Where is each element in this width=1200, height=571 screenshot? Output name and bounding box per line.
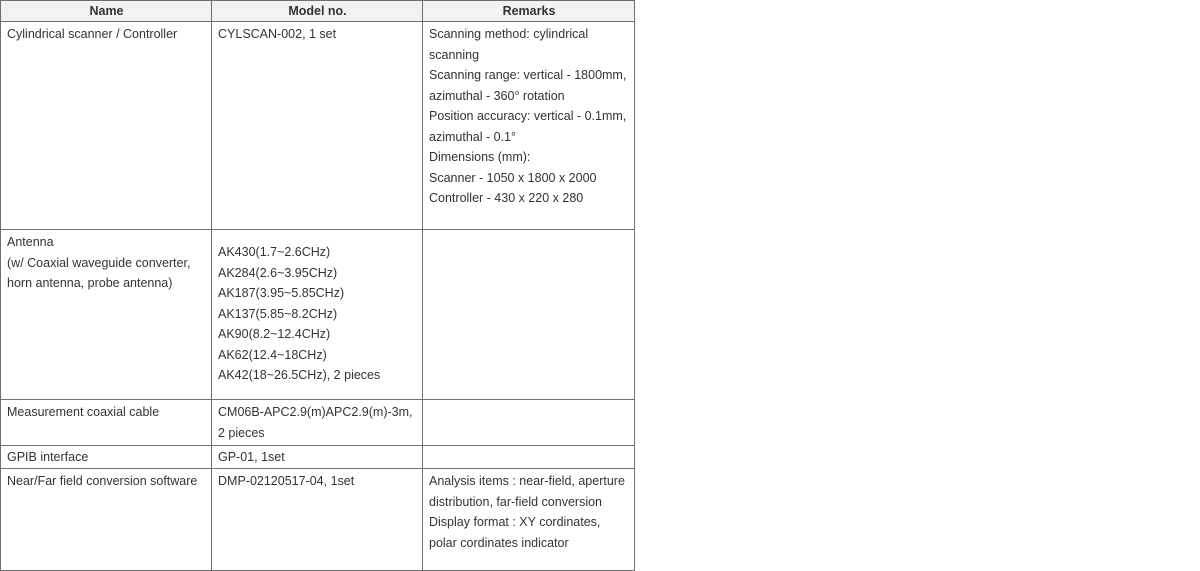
cell-text: (w/ Coaxial waveguide converter, horn antenna, probe antenna) [7,255,191,290]
cell-remarks [423,22,635,230]
cell-text: AK187(3.95~5.85CHz) [218,286,345,300]
table-row [1,469,635,571]
cell-text: AK284(2.6~3.95CHz) [218,265,338,280]
header-name: Name [1,1,212,22]
cell-text: Display format : XY cordinates, polar cordinates indicator [429,515,601,550]
cell-text: AK62(12.4~18CHz) [218,347,327,362]
cell-name [1,230,212,400]
cell-model [212,22,423,230]
table-header-row [1,1,635,22]
cell-remarks [423,400,635,446]
cell-text: CM06B-APC2.9(m)APC2.9(m)-3m, 2 pieces [218,405,413,440]
cell-name [1,22,212,230]
cell-model [212,446,423,469]
cell-text: Position accuracy: vertical - 0.1mm, azimuthal - 0.1° [429,109,627,144]
cell-text: Near/Far field conversion software [7,474,198,488]
cell-remarks [423,469,635,571]
cell-text: AK90(8.2~12.4CHz) [218,327,331,341]
header-model-no: Model no. [212,1,423,22]
cell-name [1,400,212,446]
table-row [1,400,635,446]
cell-text: Controller - 430 x 220 x 280 [429,191,584,205]
cell-text: Measurement coaxial cable [7,405,160,419]
cell-text: Scanner - 1050 x 1800 x 2000 [429,170,597,185]
cell-text: GP-01, 1set [218,450,285,464]
table-row [1,446,635,469]
cell-name [1,469,212,571]
cell-text: AK430(1.7~2.6CHz) [218,245,331,259]
cell-text: Analysis items : near-field, aperture distribution, far-field conversion [429,474,625,509]
cell-text: Dimensions (mm): [429,150,531,164]
cell-text: Scanning range: vertical - 1800mm, azimuthal - 360° rotation [429,68,627,103]
cell-text: AK42(18~26.5CHz), 2 pieces [218,368,381,382]
table-row [1,22,635,230]
cell-model [212,469,423,571]
header-remarks: Remarks [423,1,635,22]
cell-text: Scanning method: cylindrical scanning [429,27,589,62]
cell-text: Antenna [7,235,54,249]
cell-text: Cylindrical scanner / Controller [7,27,178,41]
cell-remarks [423,230,635,400]
cell-text: CYLSCAN-002, 1 set [218,27,337,41]
cell-text: GPIB interface [7,450,89,464]
table-row [1,230,635,400]
cell-remarks [423,446,635,469]
cell-text: AK137(5.85~8.2CHz) [218,306,338,321]
cell-model [212,230,423,400]
cell-model [212,400,423,446]
cell-name [1,446,212,469]
cell-text: DMP-02120517-04, 1set [218,474,355,488]
